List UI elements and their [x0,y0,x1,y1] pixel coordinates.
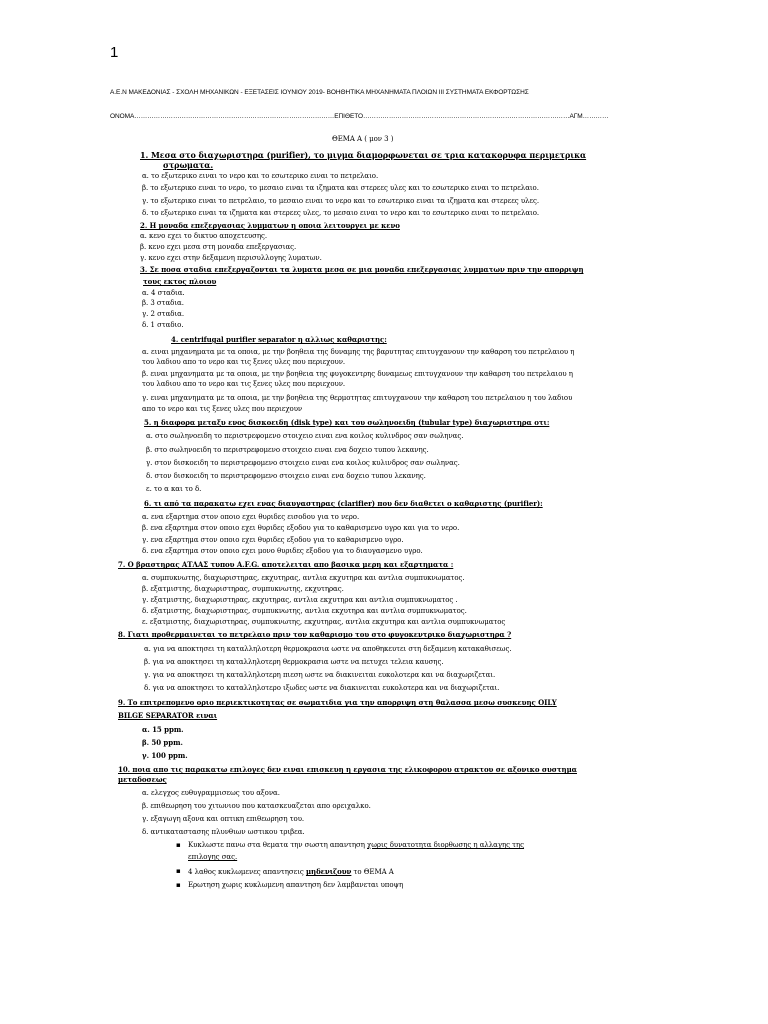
q7-option-c: γ. εξατμιστης, διαχωριστηρας, εκχυτηρας, αντλια εκχυτηρα και αντλια συμπυκνωματος . [142,596,458,604]
q8-option-d: δ. για να αποκτησει το καταλληλοτερο ιξωδες ωστε να διακινειται ευκολοτερα και να διαχωριζεται. [144,684,500,692]
question-9-title-cont: BILGE SEPARATOR ειναι [118,711,218,720]
q1-option-c: γ. το εξωτερικο ειναι το πετρελαιο, το μεσαιο ειναι το νερο και το εσωτερικο ειναι τα ιζηματα και στερεες υλες. [142,197,540,205]
q7-option-b: β. εξατμιστης, διαχωριστηρας, συμπυκνωτης, εκχυτηρας. [142,585,344,593]
q4-option-a-cont: του λαδιου απο το νερο και τις ξενες υλες που περιεχουν. [142,358,346,366]
q4-option-b-cont: του λαδιου απο το νερο και τις ξενες υλες που περιεχουν. [142,380,346,388]
q9-option-b: β. 50 ppm. [142,738,183,747]
q7-option-d: δ. εξατμιστης, διαχωριστηρας, συμπυκνωτης, αντλια εκχυτηρα και αντλια συμπυκνωματος. [142,607,467,615]
question-9-title: 9. Το επιτρεπομενο οριο περιεκτικοτητας σε σωματιδια για την απορριψη στη θαλασσα μεσω συσκευης OILY [118,698,557,707]
q4-option-a: α. ειναι μηχανηματα με τα οποια, με την βοηθεια της δυναμης της βαρυτητας επιτυγχανουν την καθαρση του πετρελαιου η [142,348,575,356]
q2-option-b: β. κενο εχει μεσα στη μοναδα επεξεργασιας. [140,243,297,251]
note-1-cont: επιλογης σας. [188,853,238,861]
q10-option-a: α. ελεγχος ευθυγραμμισεως του αξονα. [142,789,280,797]
q7-option-a: α. συμπυκνωτης, διαχωριστηρας, εκχυτηρας, αντλια εκχυτηρα και αντλια συμπυκνωματος. [142,574,465,582]
bullet-icon: ▪ [176,841,181,849]
bullet-icon: ▪ [176,867,181,875]
section-title: ΘΕΜΑ Α ( μον 3 ) [332,135,394,143]
q10-option-b: β. επιθεωρηση του χιτωνιου που κατασκευαζεται απο ορειχαλκο. [142,802,371,810]
q5-option-b: β. στο σωληνοειδη το περιστρεφομενο στοιχειο ειναι ενα δοχειο τυπου λεκανης. [146,446,429,454]
q5-option-a: α. στο σωληνοειδη το περιστρεφομενο στοιχειο ειναι ενα κοιλος κυλινδρος σαν σωληνας. [146,432,464,440]
q6-option-a: α. ενα εξαρτημα στον οποιο εχει θυριδες εισοδου για το νερο. [142,513,360,521]
q10-option-d: δ. αντικαταστασης πλυνθιων ωστικου τριβεα. [142,828,305,836]
q6-option-b: β. ενα εξαρτημα στον οποιο εχει θυριδες εξοδου για το καθαρισμενο υγρο και για το νερο. [142,524,460,532]
question-2-title: 2. Η μοναδα επεξεργασιας λυμματων η οποια λειτουργει με κενο [140,221,400,230]
question-1-title-cont: στρωματα. [163,160,214,170]
q4-option-b: β. ειναι μηχανηματα με τα οποια, με την βοηθεια της φυγοκεντρης δυναμεως επιτυγχανουν την καθαρση του πετρελαιου η [142,370,573,378]
q3-option-a: α. 4 σταδια. [142,289,185,297]
q8-option-c: γ. για να αποκτησει τη καταλληλοτερη πιεση ωστε να διακινειται ευκολοτερα και να διαχωριζεται. [144,671,496,679]
q8-option-b: β. για να αποκτησει τη καταλληλοτερη θερμοκρασια ωστε να πετυχει τελεια καυσης. [144,658,444,666]
question-1-title: 1. Μεσα στο διαχωριστηρα (purifier), το μιγμα διαμορφωνεται σε τρια κατακορυφα περιμετρικα [140,150,587,160]
page-number: 1 [110,44,119,61]
q5-option-c: γ. στον δισκοειδη το περιστρεφομενο στοιχειο ειναι ενα κοιλος κυλινδρος σαν σωληνας. [146,459,460,467]
q1-option-b: β. το εξωτερικο ειναι το νερο, το μεσαιο ειναι τα ιζηματα και στερεες υλες και το εσωτερικο ειναι το πετρελαιο. [142,184,539,192]
q1-option-d: δ. το εξωτερικο ειναι τα ιζηματα και στερεες υλες, το μεσαιο ειναι το νερο και το εσωτερικο ειναι το πετρελαιο. [142,209,540,217]
q6-option-c: γ. ενα εξαρτημα στον οποιο εχει θυριδες εξοδου για το καθαρισμενο υγρο. [142,536,404,544]
question-3-title-cont: τους εκτος πλοιου [143,277,217,286]
question-5-title: 5. η διαφορα μεταξυ ενος δισκοειδη (disk type) και του σωληνοειδη (tubular type) διαχωριστηρα οτι: [144,418,550,427]
name-line: ΟΝΟΜΑ…………………………………………………………………………………ΕΠΙΘΕΤΟ……………………………………………………………………………………ΑΓΜ………… [110,113,609,120]
question-8-title: 8. Γιατι προθερμαινεται το πετρελαιο πριν τον καθαρισμο του στο φυγοκεντρικο διαχωριστηρα ? [118,630,512,639]
q1-option-a: α. το εξωτερικο ειναι το νερο και το εσωτερικο ειναι το πετρελαιο. [142,172,379,180]
question-10-title-cont: μεταδοσεως [118,775,167,784]
q8-option-a: α. για να αποκτησει τη καταλληλοτερη θερμοκρασια ωστε να αποθηκευτει στη δεξαμενη κατακαθισεως. [144,645,512,653]
question-10-title: 10. ποια απο τις παρακατω επιλογες δεν ειναι επισκευη η εργασια της ελικοφορου ατρακτου σε αξονικο συστημα [118,765,577,774]
q4-option-c: γ. ειναι μηχανηματα με τα οποια, με την βοηθεια της θερμοτητας επιτυγχανουν την καθαρση του πετρελαιου η του λαδιου [142,394,573,402]
question-3-title: 3. Σε ποσα σταδια επεξεργαζονται τα λυματα μεσα σε μια μοναδα επεξεργασιας λυμματων πριν την απορριψη [140,265,584,274]
q3-option-d: δ. 1 σταδιο. [142,321,184,329]
note-2: 4 λαθος κυκλωμενες απαντησεις μηδενιζουν το ΘΕΜΑ Α [188,867,394,876]
q5-option-e: ε. το α και το δ. [146,485,202,493]
exam-header: Α.Ε.Ν ΜΑΚΕΔΟΝΙΑΣ - ΣΧΟΛΗ ΜΗΧΑΝΙΚΩΝ - ΕΞΕΤΑΣΕΙΣ ΙΟΥΝΙΟΥ 2019- ΒΟΗΘΗΤΙΚΑ ΜΗΧΑΝΗΜΑΤΑ ΠΛΟΙΩΝ ΙΙΙ ΣΥΣΤΗΜΑΤΑ ΕΚΦΟΡΤΩΣΗΣ [110,89,529,96]
q3-option-c: γ. 2 σταδια. [142,310,185,318]
q9-option-c: γ. 100 ppm. [142,751,188,760]
q3-option-b: β. 3 σταδια. [142,299,184,307]
note-1: Κυκλωστε πανω στα θεματα την σωστη απαντηση χωρις δυνατοτητα διορθωσης η αλλαγης της [188,841,525,849]
q2-option-c: γ. κενο εχει στην δεξαμενη περισυλλογης λυματων. [140,254,322,262]
q5-option-d: δ. στον δισκοειδη το περιστρεφομενο στοιχειο ειναι ενα δοχειο τυπου λεκανης. [146,472,426,480]
q6-option-d: δ. ενα εξαρτημα στον οποιο εχει μονο θυριδες εξοδου για το διαυγασμενο υγρο. [142,547,423,555]
q10-option-c: γ. εξαγωγη αξονα και οπτικη επιθεωρηση του. [142,815,305,823]
note-3: Ερωτηση χωρις κυκλωμενη απαντηση δεν λαμβανεται υποψη [188,881,404,889]
question-4-title: 4. centrifugal purifier separator η αλλιως καθαριστης: [171,335,387,344]
q9-option-a: α. 15 ppm. [142,725,184,734]
bullet-icon: ▪ [176,881,181,889]
q2-option-a: α. κενο εχει το δικτυο αποχετευσης. [140,232,268,240]
q7-option-e: ε. εξατμιστης, διαχωριστηρας, συμπυκνωτης, εκχυτηρας, αντλια εκχυτηρα και αντλια συμπυκνωματος [142,618,506,626]
q4-option-c-cont: απο το νερο και τις ξενες υλες που περιεχουν [142,405,303,413]
question-7-title: 7. Ο βραστηρας ΑΤΛΑΣ τυπου A.F.G. αποτελειται απο βασικα μερη και εξαρτηματα : [118,560,454,569]
question-6-title: 6. τι από τα παρακατω εχει ενας διαυγαστηρας (clarifier) που δεν διαθετει ο καθαριστης (purifier): [144,499,543,508]
